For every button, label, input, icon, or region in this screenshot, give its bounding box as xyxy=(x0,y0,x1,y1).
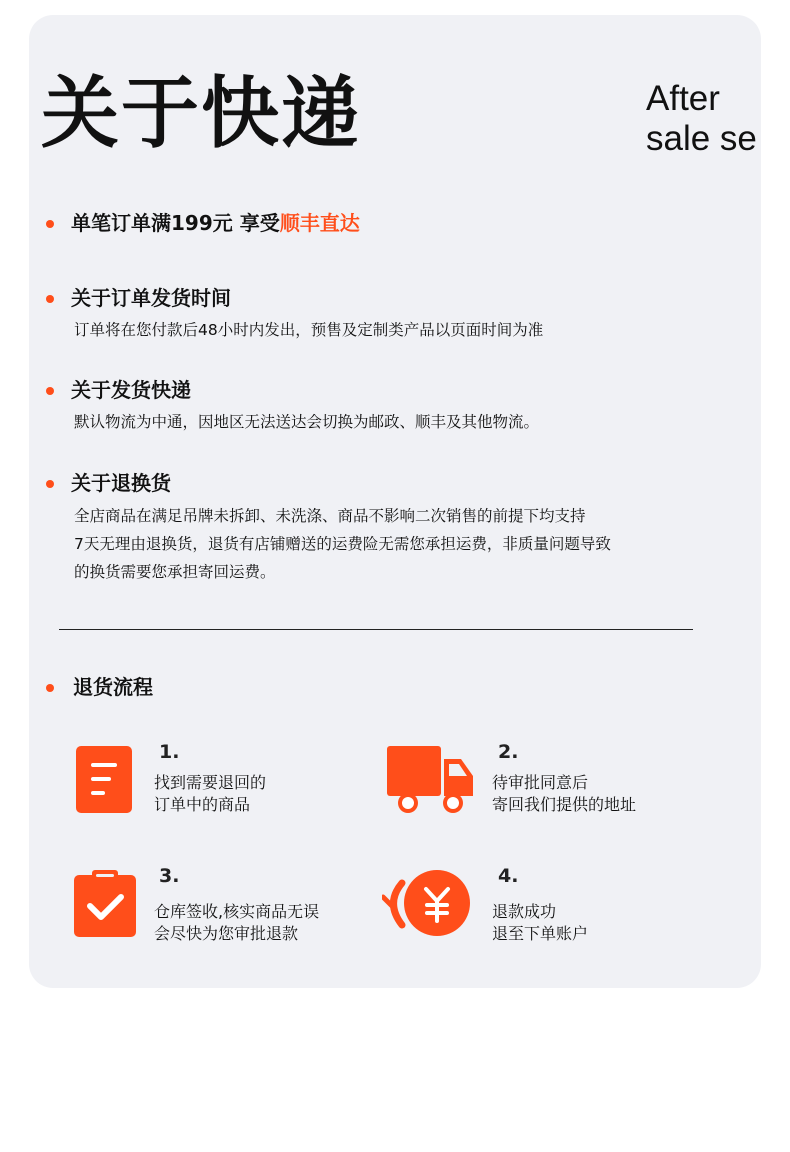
step-line: 寄回我们提供的地址 xyxy=(492,795,637,814)
promo-prefix: 单笔订单满199元 享受 xyxy=(71,211,280,235)
yuan-refund-icon xyxy=(382,869,472,939)
step-number: 4. xyxy=(498,865,519,887)
body-line: 的换货需要您承担寄回运费。 xyxy=(74,563,276,581)
step-number: 3. xyxy=(159,865,180,887)
section-divider xyxy=(59,629,693,630)
section-heading-shipping-time: 关于订单发货时间 xyxy=(71,286,231,310)
step-number: 1. xyxy=(159,741,180,763)
english-title-line-2: sale se xyxy=(646,119,757,158)
delivery-truck-icon xyxy=(387,746,473,814)
section-body-returns xyxy=(74,502,611,586)
english-title xyxy=(646,79,761,159)
document-list-icon xyxy=(76,746,132,813)
step-number: 2. xyxy=(498,741,519,763)
bullet-dot xyxy=(46,480,54,488)
step-line: 退款成功 xyxy=(492,902,557,921)
process-heading: 退货流程 xyxy=(73,675,153,699)
step-line: 订单中的商品 xyxy=(154,795,251,814)
clipboard-check-icon xyxy=(74,870,136,937)
after-sale-card xyxy=(29,15,761,988)
bullet-dot xyxy=(46,295,54,303)
bullet-dot xyxy=(46,684,54,692)
section-heading-courier: 关于发货快递 xyxy=(71,378,191,402)
step-line: 待审批同意后 xyxy=(492,773,589,792)
body-line: 7天无理由退换货，退货有店铺赠送的运费险无需您承担运费，非质量问题导致 xyxy=(74,535,611,553)
step-description xyxy=(154,772,266,816)
section-body-courier xyxy=(74,408,539,436)
step-line: 找到需要退回的 xyxy=(154,773,267,792)
section-heading-returns: 关于退换货 xyxy=(71,471,171,495)
promo-highlight: 顺丰直达 xyxy=(279,211,360,235)
step-description xyxy=(492,772,636,816)
bullet-dot xyxy=(46,220,54,228)
promo-text xyxy=(71,213,360,233)
bullet-dot xyxy=(46,387,54,395)
step-description xyxy=(492,901,588,945)
step-line: 会尽快为您审批退款 xyxy=(154,924,299,943)
step-description xyxy=(154,901,319,945)
body-line: 全店商品在满足吊牌未拆卸、未洗涤、商品不影响二次销售的前提下均支持 xyxy=(74,507,586,525)
step-line: 仓库签收,核实商品无误 xyxy=(154,902,320,921)
body-line: 订单将在您付款后48小时内发出，预售及定制类产品以页面时间为准 xyxy=(74,321,544,339)
body-line: 默认物流为中通，因地区无法送达会切换为邮政、顺丰及其他物流。 xyxy=(74,413,540,431)
english-title-line-1: After xyxy=(646,79,720,118)
page-title: 关于快递 xyxy=(41,69,362,159)
section-body-shipping-time xyxy=(74,316,543,344)
step-line: 退至下单账户 xyxy=(492,924,589,943)
